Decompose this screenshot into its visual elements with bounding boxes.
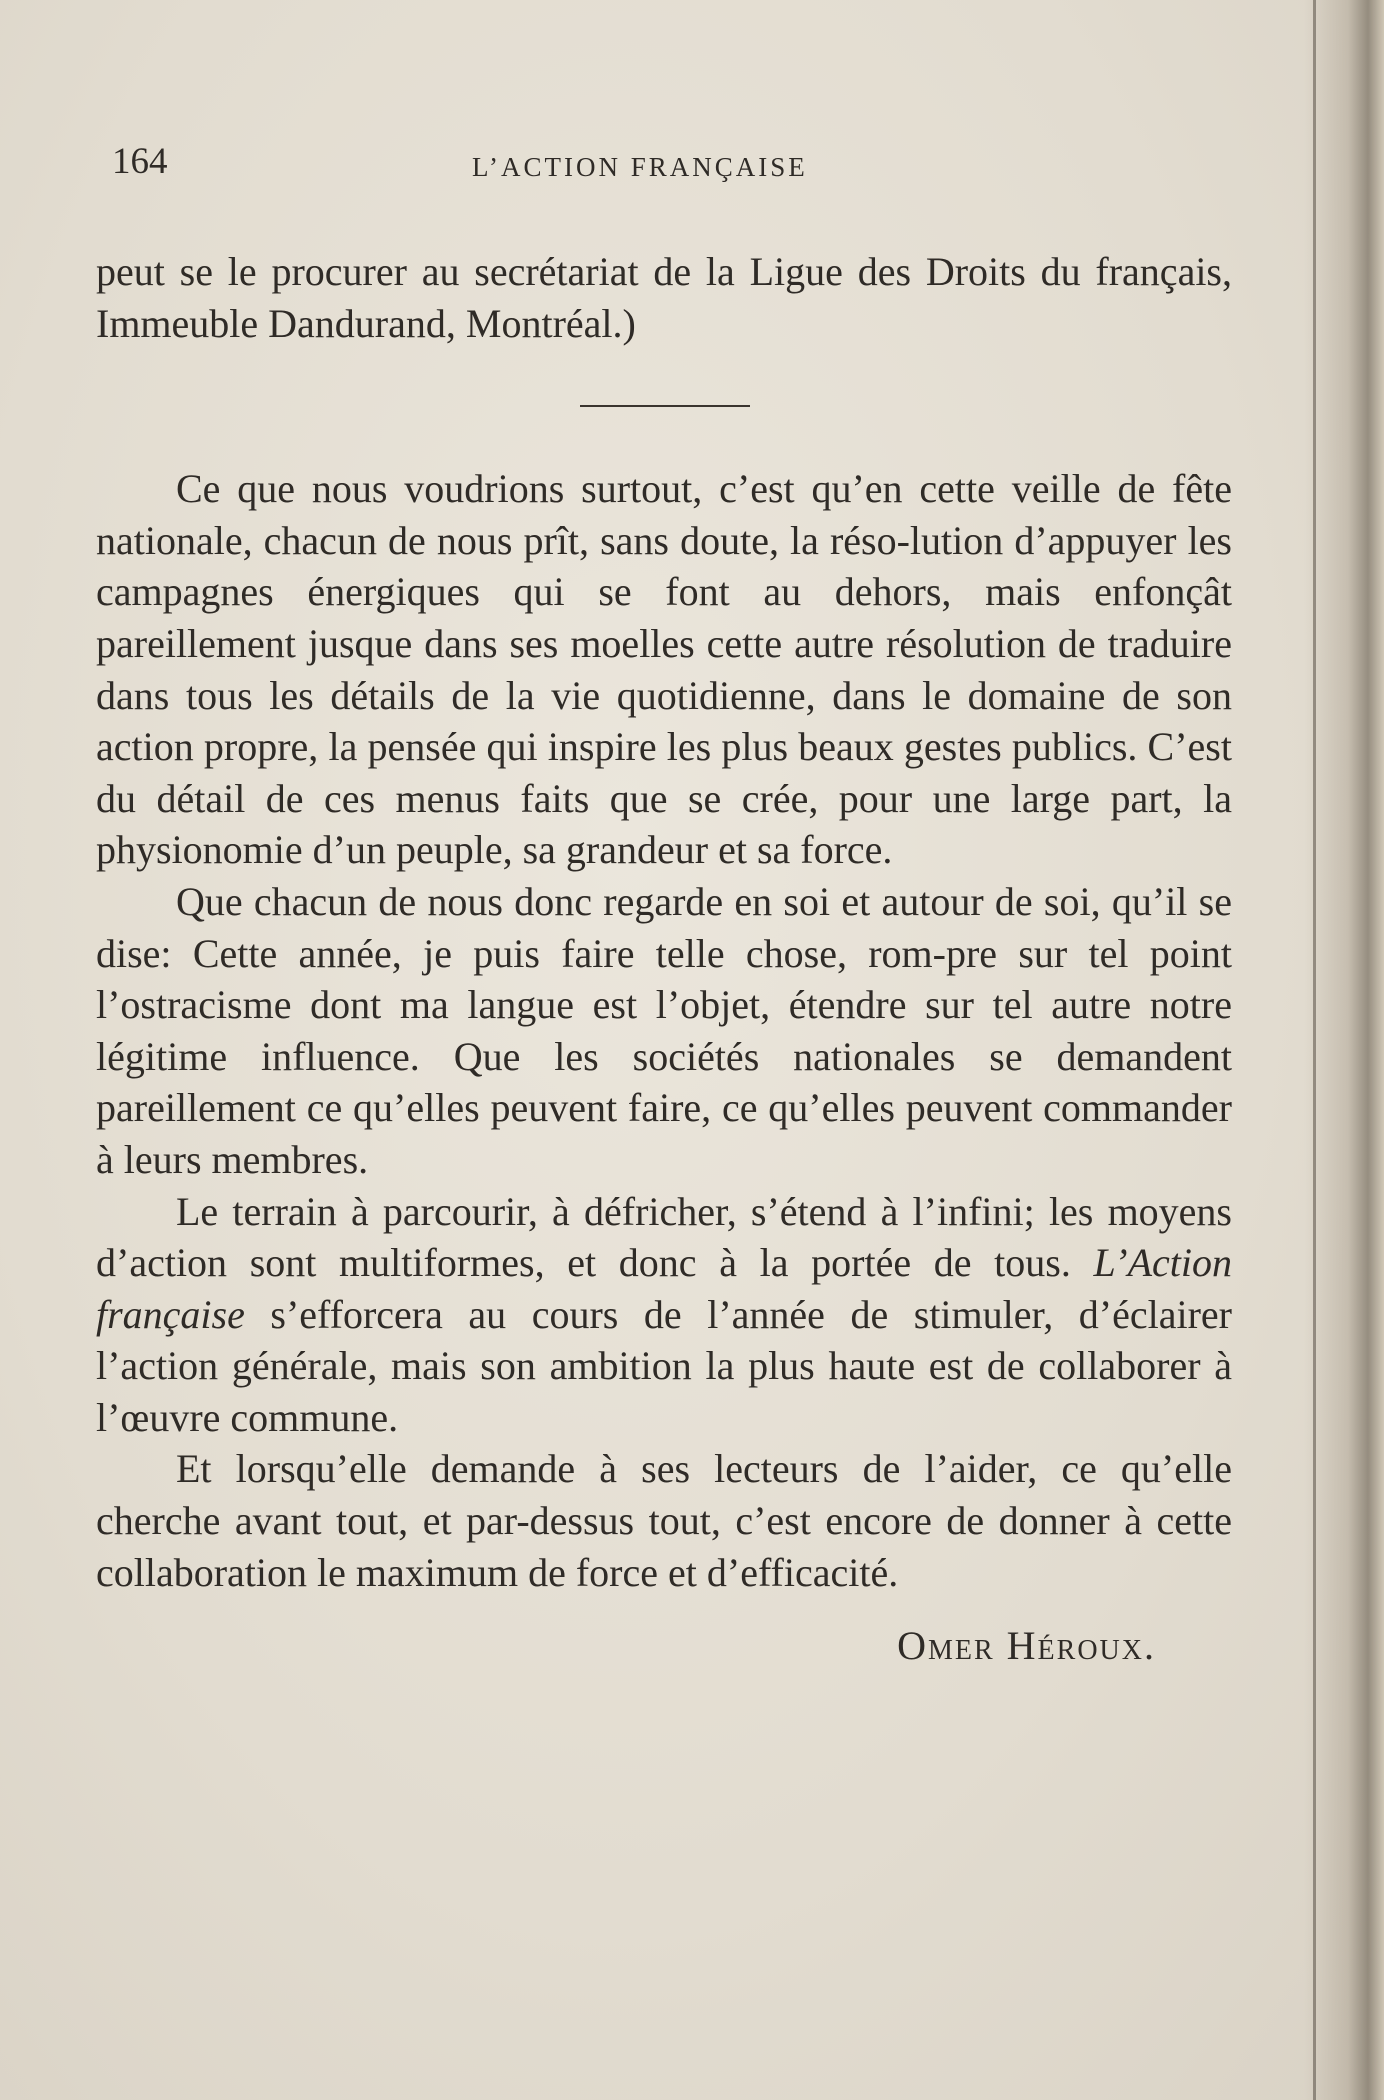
binding-shadow (1304, 0, 1384, 2100)
page-body (96, 246, 1232, 1672)
intro-paragraph: peut se le procurer au secrétariat de la Ligue des Droits du français, Immeuble Dandurand, Montréal.) (96, 249, 1232, 346)
section-gap (96, 407, 1232, 463)
author-signature: Omer Héroux. (897, 1623, 1156, 1669)
paragraph-4: Et lorsqu’elle demande à ses lecteurs de l’aider, ce qu’elle cherche avant tout, et par-dessus tout, c’est encore de donner à cette collaboration le maximum de force et d’efficacité. (96, 1446, 1232, 1595)
paragraph-3-text-before: Le terrain à parcourir, à défricher, s’étend à l’infini; les moyens d’action sont multiformes, et donc à la portée de tous. (96, 1188, 1232, 1286)
binding-edge (1313, 0, 1316, 2100)
paragraph-2: Que chacun de nous donc regarde en soi et autour de soi, qu’il se dise: Cette année, je puis faire telle chose, rom-pre sur tel point l’ostracisme dont ma langue est l’objet, étendre sur tel autre notre légitime influence. Que les sociétés nationales se demandent pareillement ce qu’elles peuvent faire, ce qu’elles peuvent commander à leurs membres. (96, 878, 1232, 1182)
journal-title-italic: L’Action française (96, 1240, 1232, 1337)
page-number: 164 (112, 141, 168, 182)
page-header (112, 140, 1232, 200)
paragraph-3-text-after: s’efforcera au cours de l’année de stimuler, d’éclairer l’action générale, mais son ambition la plus haute est de collaborer à l’œuvre commune. (96, 1291, 1232, 1440)
paragraph-3 (96, 1186, 1232, 1444)
paragraph-1: Ce que nous voudrions surtout, c’est qu’en cette veille de fête nationale, chacun de nous prît, sans doute, la réso-lution d’appuyer les campagnes énergiques qui se font au dehors, mais enfonçât pareillement jusque dans ses moelles cette autre résolution de traduire dans tous les détails de la vie quotidienne, dans le domaine de son action propre, la pensée qui inspire les plus beaux gestes publics. C’est du détail de ces menus faits que se crée, pour une large part, la physionomie d’un peuple, sa grandeur et sa force. (96, 466, 1232, 873)
running-title: L’ACTION FRANÇAISE (472, 152, 808, 182)
